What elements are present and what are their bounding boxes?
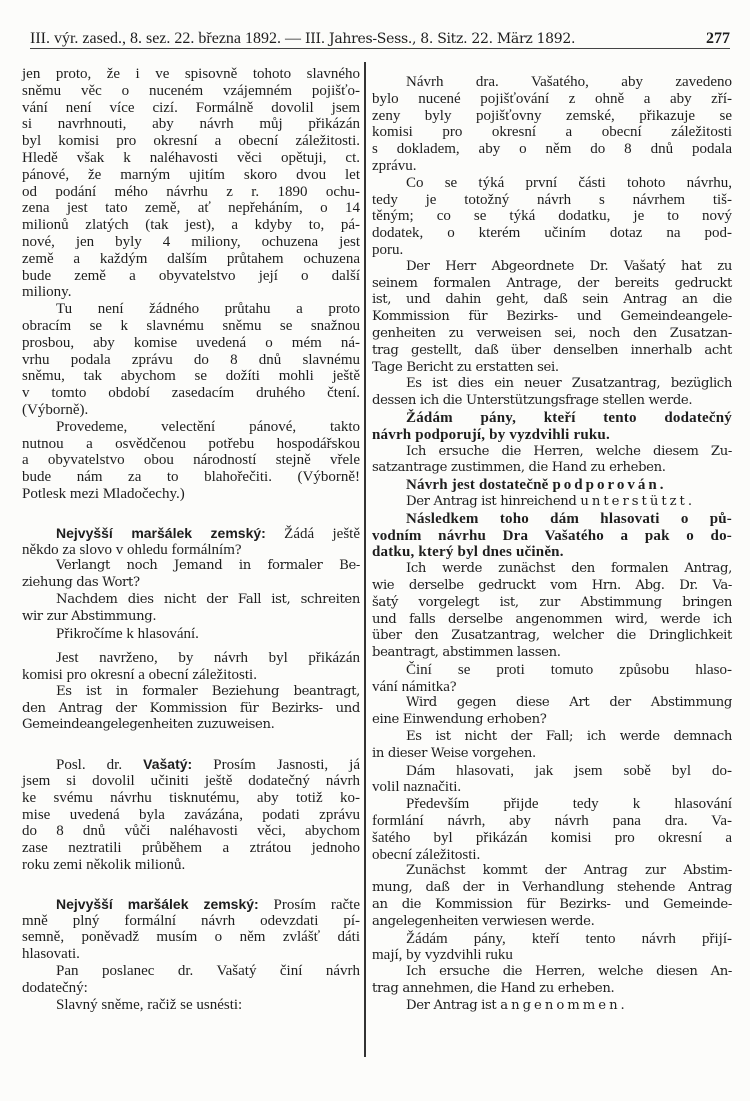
line-text: Dám hlasovati, jak jsem sobě byl do- [406,762,732,779]
line-text: nové, jen byly 4 miliony, ochuzena jest [22,233,360,250]
paragraph [372,511,732,561]
line-text: Der Herr Abgeordnete Dr. Vašatý hat zu [406,258,732,274]
text-line [372,662,732,679]
line-text: Ich werde zunächst den formalen Antrag, [406,561,732,577]
paragraph [22,756,360,874]
text-line [22,575,360,592]
line-text: volil naznačiti. [372,779,462,796]
emphasized-text: podporován. [552,477,667,494]
line-text: trag annehmen, die Hand zu erheben. [372,981,615,997]
text-line [372,477,732,494]
text-line [22,486,360,503]
text-line [372,763,732,780]
line-text: pánové, že marným ujitím skoro dvou let [22,166,360,183]
paragraph [22,997,360,1014]
paragraph [372,477,732,494]
left-column [22,66,360,1013]
text-line [22,857,360,874]
line-text: Zunächst kommt der Antrag zur Abstim- [406,863,732,879]
text-line [372,746,732,763]
text-line [22,251,360,268]
text-line [22,609,360,626]
line-text: ist, und dahin geht, daß sein Antrag an die [372,292,732,308]
text-line [372,813,732,830]
line-text: an die Kommission für Bezirks- und Gemeinde- [372,897,732,913]
line-text: bude nám za to blahořečiti. (Výborně! [22,469,360,486]
line-text: Přikročíme k hlasování. [56,625,199,642]
paragraph [372,964,732,998]
text-line [22,452,360,469]
text-line [372,460,732,477]
paragraph [372,259,732,377]
line-text: šatý vorgelegt ist, zur Abstimmung bringen [372,594,732,610]
line-text: komisi pro okresní a obecní záležitosti. [22,667,257,684]
text-line [372,259,732,276]
text-line [22,667,360,684]
text-line [372,863,732,880]
text-line [372,981,732,998]
line-text: genheiten zu verweisen sei, noch den Zusatzan- [372,325,732,341]
line-text: Prosím Jasnosti, já [192,757,360,774]
text-line [372,880,732,897]
text-line [372,679,732,696]
line-text: komisi pro okresní a obecní záležitosti [372,124,732,141]
text-line [372,158,732,175]
line-text: Tage Bericht zu erstatten sei. [372,359,559,375]
line-text: Především přijde tedy k hlasování [406,796,732,813]
text-line [22,284,360,301]
text-line [372,914,732,931]
paragraph [22,66,360,301]
line-text: Der Antrag ist hinreichend [406,493,581,509]
paragraph [22,650,360,684]
line-text: zprávu. [372,157,417,174]
line-text: vání není více cizí. Formálně dovolil jsem [22,99,360,116]
line-text: wie derselbe gedruckt vom Hrn. Abg. Dr. Va- [372,577,732,593]
line-text: Es ist in formaler Beziehung beantragt, [56,683,360,699]
text-line [22,997,360,1014]
paragraph [372,695,732,729]
header-dash: — [285,30,302,47]
line-text: roku zemi několik milionů. [22,857,186,874]
line-text: Gemeindeangelegenheiten zuzuweisen. [22,717,275,733]
text-line [22,234,360,251]
text-line [372,444,732,461]
text-line [22,352,360,369]
line-text: Provedeme, velectění pánové, takto [56,418,360,435]
line-text: satzantrage zustimmen, die Hand zu erheben. [372,460,666,476]
text-line [372,712,732,729]
text-line [372,511,732,528]
text-line [22,756,360,773]
line-text: Návrh dra. Vašatého, aby zavedeno [406,74,732,90]
line-text: Nachdem dies nicht der Fall ist, schreiten [56,591,360,607]
column-divider [364,62,366,1057]
line-text: ziehung das Wort? [22,575,140,591]
line-text: s dokladem, aby o něm do 8 dnů podala [372,141,732,158]
line-text: und falls derselbe angenommen wird, werde ich [372,611,732,627]
text-line [372,544,732,561]
text-line [372,729,732,746]
speaker-title: Posl. dr. [56,757,144,774]
text-line [372,225,732,242]
text-line [22,66,360,83]
text-line [22,913,360,930]
text-line [372,74,732,91]
paragraph [22,558,360,592]
line-text: Ich ersuche die Herren, welche diesen An- [406,964,732,980]
text-line [22,790,360,807]
text-line [22,525,360,542]
paragraph [372,410,732,444]
text-line [372,964,732,981]
line-text: Jest navrženo, by návrh byl přikázán [56,650,360,667]
line-text: obecní záležitosti. [372,846,481,863]
line-text: über den Zusatzantrag, welcher die Dringlichkeit [372,628,732,644]
emphasized-text: unterstützt. [580,493,696,509]
line-text: Wird gegen diese Art der Abstimmung [406,695,732,711]
text-line [22,150,360,167]
line-text: a obyvatelstvo obou národností stejně vřele [22,452,360,469]
line-text: Činí se proti tomuto způsobu hlaso- [406,661,732,678]
line-text: angelegenheiten verwiesen werde. [372,913,595,929]
line-text: hlasovati. [22,946,80,963]
paragraph [22,963,360,997]
line-text: bylo nucené pojišťování z ohně a aby zří- [372,90,732,107]
text-line [372,276,732,293]
text-line [22,133,360,150]
line-text: ke svému návrhu tisknutému, aby totiž ko- [22,789,360,806]
text-line [22,268,360,285]
text-line [22,717,360,734]
line-text: trag gestellt, daß über denselben innerhalb acht [372,342,732,358]
text-line [372,91,732,108]
line-text: dessen ich die Unterstützungsfrage stellen werde. [372,393,693,409]
text-line [372,645,732,662]
text-line [22,558,360,575]
text-line [372,628,732,645]
line-text: Žádám pány, kteří tento dodatečný [406,409,732,426]
line-text: semně, poněvadž musím o něm zvlášť dáti [22,929,360,946]
line-text: obracím se k slavnému sněmu se snažnou [22,317,360,334]
line-text: zena jest tato země, ať nepřeháním, o 14 [22,200,360,217]
paragraph [372,998,732,1015]
line-text: Potlesk mezi Mladočechy.) [22,485,185,502]
line-text: wir zur Abstimmung. [22,608,157,624]
line-text: šatého byl přikázán komisi pro okresní a [372,829,732,846]
paragraph [372,175,732,259]
line-text: den Antrag der Kommission für Bezirks- und [22,700,360,716]
text-line [22,701,360,718]
text-line [372,343,732,360]
line-text: seinem formalen Antrage, der bereits gedruckt [372,275,732,291]
line-text: si navrhnouti, aby návrh můj přikázán [22,116,360,133]
text-line [372,427,732,444]
text-line [22,100,360,117]
line-text: Tu není žádného průtahu a proto [56,301,360,318]
line-text: Es ist nicht der Fall; ich werde demnach [406,729,732,745]
text-line [22,419,360,436]
text-line [22,542,360,559]
line-text: Slavný sněme, račiž se usnésti: [56,996,243,1013]
text-line [22,436,360,453]
text-line [372,796,732,813]
line-text: formlání návrh, aby návrh pana dra. Va- [372,813,732,830]
text-line [22,896,360,913]
text-line [22,807,360,824]
paragraph [22,419,360,503]
emphasized-text: angenommen. [500,997,628,1013]
line-text: jsem si dovolil učiniti ještě dodatečný návrh [22,773,360,790]
line-text: prosbou, aby komise uvedená o mém ná- [22,334,360,351]
paragraph [22,896,360,963]
line-text: poru. [372,241,404,258]
text-line [372,830,732,847]
text-line [22,83,360,100]
text-line [22,167,360,184]
page-number: 277 [706,30,730,47]
text-line [372,947,732,964]
text-line [372,897,732,914]
line-text: zeny byly pojišťovny zemské, přikazuje se [372,107,732,124]
text-line [22,217,360,234]
line-text: in dieser Weise vorgehen. [372,745,536,761]
text-line [22,684,360,701]
line-text: Hledě však k naléhavosti věci opětuji, ct. [22,149,360,166]
paragraph [22,301,360,419]
text-line [22,469,360,486]
line-text: tedy je totožný návrh s návrhem tiš- [372,191,732,208]
line-text: vodním návrhu Dra Vašatého a pak o do- [372,527,732,544]
text-line [372,410,732,427]
text-line [22,773,360,790]
line-text: mise uvedená byla zavázána, podati zprávu [22,806,360,823]
text-line [372,561,732,578]
text-line [372,309,732,326]
text-line [372,578,732,595]
line-text: (Výborně). [22,401,89,418]
text-line [372,124,732,141]
text-line [372,695,732,712]
text-line [22,335,360,352]
line-text: mně plný formální návrh odevzdati pí- [22,912,360,929]
line-text: dodatečný: [22,979,88,996]
line-text: země a každým dalším průtahem ochuzena [22,250,360,267]
paragraph [22,626,360,643]
line-text: sněmu, tak abychom se dožíti mohli ještě [22,368,360,385]
paragraph [22,525,360,559]
line-text: Co se týká první části tohoto návrhu, [406,174,732,191]
text-line [372,326,732,343]
right-column [372,74,732,1015]
speaker-name: Nejvyšší maršálek zemský: [56,895,259,912]
paragraph [372,376,732,410]
text-line [22,402,360,419]
text-line [372,612,732,629]
line-text: mají, by vyzdvihli ruku [372,947,513,964]
text-line [22,929,360,946]
paragraph [372,729,732,763]
text-line [22,200,360,217]
text-line [372,393,732,410]
text-line [22,318,360,335]
line-text: byl komisi pro okresní a obecní záležitosti. [22,133,360,150]
paragraph [372,662,732,696]
speaker-name: Nejvyšší maršálek zemský: [56,524,266,541]
text-line [372,779,732,796]
text-line [372,376,732,393]
line-text: Ich ersuche die Herren, welche diesem Zu- [406,443,732,459]
header-german: III. Jahres-Sess., 8. Sitz. 22. März 1892. [305,31,576,47]
paragraph [22,592,360,626]
paragraph [372,494,732,511]
text-line [22,385,360,402]
paragraph [372,863,732,930]
paragraph [372,796,732,863]
line-text: nutnou a osvědčenou potřebu hospodářskou [22,435,360,452]
text-line [372,847,732,864]
line-text: beantragt, abstimmen lassen. [372,645,561,661]
line-text: miliony. [22,284,72,301]
running-header [30,26,730,49]
header-czech-text: III. výr. zased., 8. sez. 22. března 1892. [30,30,282,47]
text-line [372,192,732,209]
line-text: těným; co se týká dodatku, je to nový [372,208,732,225]
paragraph [372,561,732,662]
text-line [22,840,360,857]
text-line [372,998,732,1015]
line-text: do 8 dnů vůči naléhavosti věci, abychom [22,823,360,840]
line-text: eine Einwendung erhoben? [372,712,547,728]
paragraph [372,763,732,797]
line-text: Žádám pány, kteří tento návrh přijí- [406,930,732,947]
text-line [22,963,360,980]
text-line [22,946,360,963]
line-text: Der Antrag ist [406,997,501,1013]
line-text: Žádá ještě [265,525,361,542]
line-text: dodatek, o kterém učiním dotaz na pod- [372,225,732,242]
line-text: sněmu věc o nuceném vzájemném pojišťo- [22,82,360,99]
text-line [372,931,732,948]
speaker-name: Vašatý: [143,756,193,773]
line-text: Prosím račte [258,896,360,913]
line-text: Verlangt noch Jemand in formaler Be- [56,558,360,574]
line-text: Pan poslanec dr. Vašatý činí návrh [56,963,360,980]
text-line [372,242,732,259]
paragraph [372,931,732,965]
text-line [22,626,360,643]
text-line [372,595,732,612]
text-line [372,141,732,158]
line-text: datku, který byl dnes učiněn. [372,544,564,561]
text-line [22,650,360,667]
text-line [372,494,732,511]
text-line [22,368,360,385]
line-text: vání námitka? [372,678,457,695]
text-line [372,208,732,225]
line-text: návrh podporují, by vyzdvihli ruku. [372,426,610,443]
text-line [372,292,732,309]
text-line [372,528,732,545]
line-text: jen proto, že i ve spisovně tohoto slavného [22,66,360,82]
line-text: od podání mého návrhu z r. 1890 ochu- [22,183,360,200]
text-line [22,823,360,840]
line-text: mung, daß der in Verhandlung stehende Antrag [372,880,732,896]
line-text: vrhu podala zprávu do 8 dnů slavnému [22,351,360,368]
text-line [22,592,360,609]
text-line [372,108,732,125]
text-line [22,184,360,201]
line-text: Es ist dies ein neuer Zusatzantrag, bezüglich [406,376,732,392]
text-line [372,360,732,377]
paragraph [22,684,360,734]
line-text: Návrh jest dostatečně [406,477,553,494]
line-text: milionů zlatých (tak jest), a kdyby to, pá- [22,217,360,234]
text-line [22,980,360,997]
line-text: zase neztratili průběhem a ztrátou jednoho [22,840,360,857]
line-text: bude země a obyvatelstvo její o další [22,267,360,284]
line-text: Kommission für Bezirks- und Gemeindeangele- [372,309,732,325]
text-line [22,301,360,318]
line-text: někdo za slovo v ohledu formálním? [22,541,242,558]
paragraph [372,74,732,175]
header-czech [30,30,575,48]
paragraph [372,444,732,478]
line-text: v tomto období zasedacím druhého čtení. [22,385,360,402]
line-text: Následkem toho dám hlasovati o pů- [406,510,732,527]
text-line [22,116,360,133]
text-line [372,175,732,192]
